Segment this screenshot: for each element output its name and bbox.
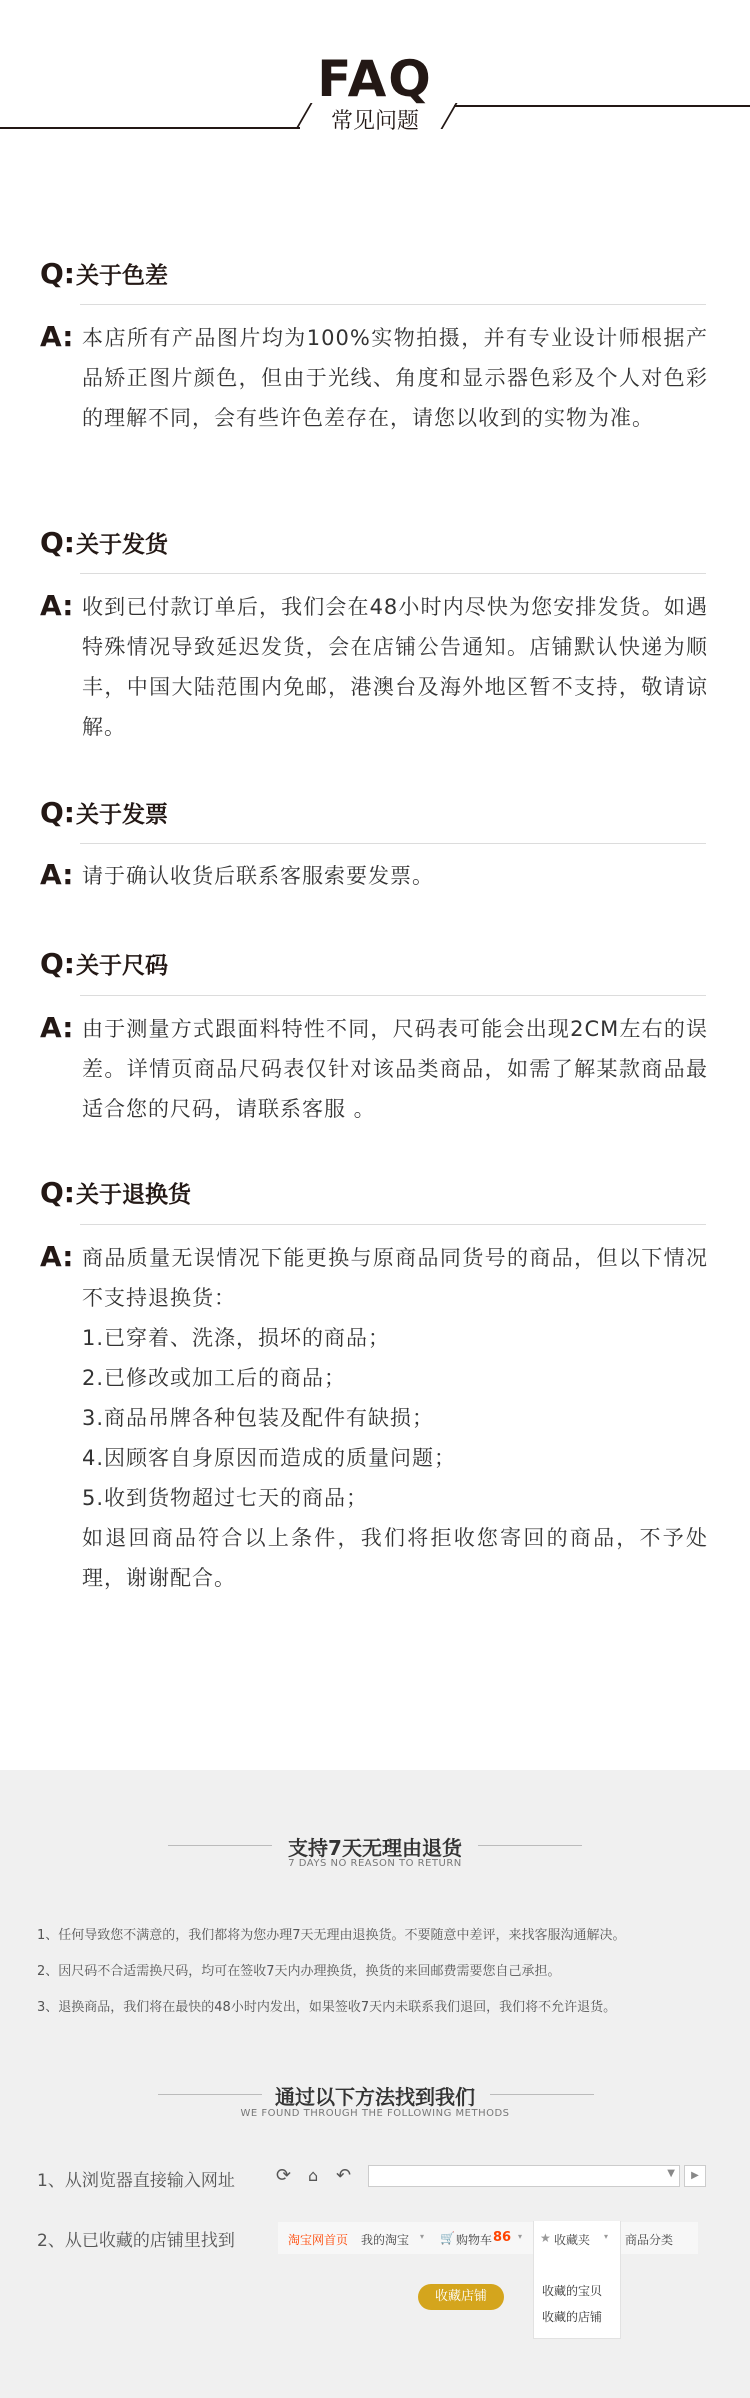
chevron-down-icon: ▾	[604, 2232, 609, 2241]
faq-answer	[82, 1009, 708, 1129]
returns-title: 支持7天无理由退货	[288, 1836, 462, 1860]
faq-question: 关于色差	[76, 263, 168, 289]
a-mark: A:	[40, 1240, 74, 1273]
chevron-down-icon[interactable]: ▼	[667, 2168, 675, 2179]
cart-count: 86	[493, 2230, 512, 2245]
faq-answer	[82, 856, 708, 896]
a-mark: A:	[40, 1011, 74, 1044]
chevron-down-icon: ▾	[420, 2232, 425, 2241]
a-mark: A:	[40, 858, 74, 891]
answer-paragraph: 由于测量方式跟面料特性不同，尺码表可能会出现2CM左右的误差。详情页商品尺码表仅针对该品类商品，如需了解某款商品最适合您的尺码，请联系客服 。	[82, 1017, 708, 1121]
page-title: FAQ	[317, 50, 433, 108]
divider	[80, 304, 706, 305]
policy-item: 2、因尺码不合适需换尺码，均可在签收7天内办理换货，换货的来回邮费需要您自己承担。	[37, 1964, 561, 1979]
faq-question-row	[40, 796, 168, 829]
category-link[interactable]: 商品分类	[625, 2233, 674, 2247]
answer-paragraph: 收到已付款订单后，我们会在48小时内尽快为您安排发货。如遇特殊情况导致延迟发货，会在店铺公告通知。店铺默认快递为顺丰，中国大陆范围内免邮，港澳台及海外地区暂不支持，敬请谅解。	[82, 595, 708, 739]
faq-answer	[82, 587, 708, 747]
method-2-label: 2、从已收藏的店铺里找到	[37, 2231, 235, 2251]
faq-question: 关于尺码	[76, 953, 168, 979]
faq-answer	[82, 1238, 708, 1598]
faq-question: 关于发票	[76, 802, 168, 828]
favorites-label[interactable]: 收藏夹	[554, 2233, 591, 2247]
page-subtitle: 常见问题	[330, 109, 419, 134]
chevron-down-icon: ▾	[518, 2232, 523, 2241]
home-icon[interactable]: ⌂	[308, 2166, 319, 2185]
q-mark: Q:	[40, 1176, 75, 1209]
cart-icon[interactable]: 🛒	[440, 2231, 455, 2245]
star-icon: ★	[540, 2231, 551, 2245]
faq-answer	[82, 318, 708, 438]
faq-question-row	[40, 257, 168, 290]
returns-subtitle: 7 DAYS NO REASON TO RETURN	[288, 1858, 462, 1869]
faq-question: 关于退换货	[76, 1182, 191, 1208]
faq-question-row	[40, 1176, 191, 1209]
go-button[interactable]: ▶	[684, 2165, 706, 2187]
a-mark: A:	[40, 589, 74, 622]
fav-items-link[interactable]: 收藏的宝贝	[542, 2284, 603, 2298]
divider	[80, 995, 706, 996]
faq-question-row	[40, 526, 168, 559]
policy-item: 1、任何导致您不满意的，我们都将为您办理7天无理由退换货。不要随意中差评，来找客服沟通解决。	[37, 1928, 626, 1943]
answer-list-item: 1.已穿着、洗涤，损坏的商品；	[82, 1326, 391, 1350]
policy-item: 3、退换商品，我们将在最快的48小时内发出，如果签收7天内未联系我们退回，我们将不允许退货。	[37, 2000, 617, 2015]
q-mark: Q:	[40, 257, 75, 290]
refresh-icon[interactable]: ⟳	[276, 2165, 292, 2186]
back-icon[interactable]: ↶	[336, 2165, 352, 2186]
fav-shops-link[interactable]: 收藏的店铺	[542, 2310, 603, 2324]
answer-list-item: 5.收到货物超过七天的商品；	[82, 1486, 369, 1510]
answer-paragraph: 本店所有产品图片均为100%实物拍摄，并有专业设计师根据产品矫正图片颜色，但由于光线、角度和显示器色彩及个人对色彩的理解不同，会有些许色差存在，请您以收到的实物为准。	[82, 326, 708, 430]
header-line-right	[454, 105, 750, 107]
q-mark: Q:	[40, 947, 75, 980]
my-taobao-link[interactable]: 我的淘宝	[361, 2233, 410, 2247]
favorites-dropdown	[533, 2254, 621, 2339]
methods-subtitle: WE FOUND THROUGH THE FOLLOWING METHODS	[240, 2108, 510, 2119]
q-mark: Q:	[40, 796, 75, 829]
browser-bar	[276, 2163, 706, 2189]
methods-title: 通过以下方法找到我们	[275, 2085, 475, 2109]
faq-question: 关于发货	[76, 532, 168, 558]
answer-list-item: 4.因顾客自身原因而造成的质量问题；	[82, 1446, 457, 1470]
faq-question-row	[40, 947, 168, 980]
answer-paragraph: 请于确认收货后联系客服索要发票。	[82, 864, 434, 888]
divider	[80, 843, 706, 844]
method-1-label: 1、从浏览器直接输入网址	[37, 2171, 235, 2191]
answer-paragraph: 商品质量无误情况下能更换与原商品同货号的商品，但以下情况不支持退换货：	[82, 1246, 708, 1310]
favorite-shop-button[interactable]: 收藏店铺	[418, 2284, 504, 2310]
answer-list-item: 3.商品吊牌各种包装及配件有缺损；	[82, 1406, 435, 1430]
a-mark: A:	[40, 320, 74, 353]
address-input[interactable]	[368, 2165, 680, 2187]
answer-list-item: 2.已修改或加工后的商品；	[82, 1366, 347, 1390]
favorites-menu[interactable]	[533, 2221, 621, 2255]
answer-paragraph: 如退回商品符合以上条件，我们将拒收您寄回的商品，不予处理，谢谢配合。	[82, 1526, 708, 1590]
divider	[80, 1224, 706, 1225]
cart-link[interactable]: 购物车	[456, 2233, 493, 2247]
divider	[80, 573, 706, 574]
header-line-left	[0, 127, 300, 129]
q-mark: Q:	[40, 526, 75, 559]
taobao-home-link[interactable]: 淘宝网首页	[288, 2233, 349, 2247]
